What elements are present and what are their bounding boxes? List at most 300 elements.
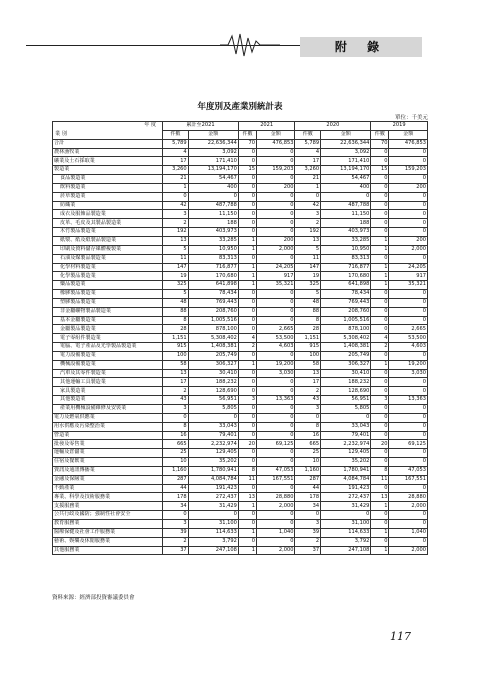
table-row: [53, 396, 428, 405]
count-cell: 13: [238, 493, 256, 502]
amount-cell: 56,951: [321, 396, 371, 405]
count-cell: 11: [295, 254, 321, 263]
count-cell: 34: [163, 502, 189, 511]
amount-cell: 3,092: [321, 148, 371, 157]
amount-cell: 19,200: [257, 360, 295, 369]
industry-name-cell: 不動產業: [53, 484, 163, 493]
industry-name-cell: 食品製造業: [53, 175, 163, 184]
industry-name-cell: 電腦、電子產品及光學製品製造業: [53, 343, 163, 352]
amount-cell: 33,285: [188, 236, 238, 245]
count-cell: 1: [371, 502, 389, 511]
table-row: [53, 139, 428, 148]
count-cell: 2: [371, 343, 389, 352]
table-row: [53, 484, 428, 493]
count-cell: 0: [238, 511, 256, 520]
amount-cell: 0: [389, 148, 428, 157]
count-cell: 1: [295, 183, 321, 192]
count-cell: 43: [295, 396, 321, 405]
count-cell: 0: [371, 458, 389, 467]
table-row: [53, 298, 428, 307]
table-row: [53, 360, 428, 369]
count-cell: 0: [238, 458, 256, 467]
amount-cell: 917: [389, 272, 428, 281]
count-cell: 0: [163, 192, 189, 201]
count-cell: 17: [295, 157, 321, 166]
count-cell: 4: [371, 334, 389, 343]
count-cell: 665: [295, 440, 321, 449]
count-cell: 15: [371, 166, 389, 175]
amount-cell: 0: [389, 387, 428, 396]
amount-cell: 79,401: [321, 431, 371, 440]
count-cell: 178: [295, 493, 321, 502]
industry-name-cell: 金融及保險業: [53, 475, 163, 484]
table-row: [53, 281, 428, 290]
count-cell: 1: [238, 245, 256, 254]
amount-cell: 1,780,941: [321, 466, 371, 475]
count-cell: 10: [163, 458, 189, 467]
amount-header: 金額: [321, 130, 371, 139]
count-cell: 0: [371, 201, 389, 210]
amount-cell: 0: [257, 290, 295, 299]
amount-cell: 0: [257, 484, 295, 493]
table-row: [53, 422, 428, 431]
amount-cell: 0: [389, 378, 428, 387]
amount-cell: 31,100: [188, 519, 238, 528]
amount-cell: 3,030: [389, 369, 428, 378]
amount-cell: 200: [389, 236, 428, 245]
count-cell: 0: [371, 175, 389, 184]
industry-name-cell: 公共行政及國防；強制性社會安全: [53, 511, 163, 520]
amount-cell: 0: [257, 413, 295, 422]
amount-cell: 0: [389, 431, 428, 440]
table-row: [53, 528, 428, 537]
amount-cell: 2,232,974: [188, 440, 238, 449]
count-cell: 287: [163, 475, 189, 484]
amount-cell: 167,551: [257, 475, 295, 484]
industry-name-cell: 橡膠製品製造業: [53, 290, 163, 299]
amount-cell: 0: [257, 210, 295, 219]
amount-cell: 191,423: [188, 484, 238, 493]
count-cell: 0: [238, 254, 256, 263]
industry-name-cell: 汽車及其零件製造業: [53, 369, 163, 378]
amount-cell: 83,313: [188, 254, 238, 263]
table-row: [53, 316, 428, 325]
amount-cell: 31,429: [321, 502, 371, 511]
count-cell: 0: [163, 413, 189, 422]
table-row: [53, 272, 428, 281]
amount-cell: 878,100: [321, 325, 371, 334]
amount-cell: 114,633: [188, 528, 238, 537]
industry-header-label: 業 別: [55, 131, 67, 138]
count-cell: 11: [238, 475, 256, 484]
amount-cell: 0: [389, 316, 428, 325]
amount-cell: 917: [257, 272, 295, 281]
count-cell: 3: [295, 519, 321, 528]
table-row: [53, 219, 428, 228]
amount-cell: 13,194,170: [188, 166, 238, 175]
amount-cell: 0: [257, 449, 295, 458]
table-row: [53, 334, 428, 343]
amount-cell: 0: [389, 219, 428, 228]
amount-cell: 78,434: [321, 290, 371, 299]
amount-cell: 0: [389, 175, 428, 184]
count-cell: 0: [371, 511, 389, 520]
industry-name-cell: 產業用機械設備維修及安裝業: [53, 405, 163, 414]
count-cell: 13: [371, 493, 389, 502]
table-row: [53, 201, 428, 210]
table-row: [53, 431, 428, 440]
amount-cell: 0: [257, 254, 295, 263]
amount-cell: 188,232: [321, 378, 371, 387]
amount-cell: 0: [257, 192, 295, 201]
count-cell: 1: [371, 245, 389, 254]
count-cell: 42: [295, 201, 321, 210]
table-row: [53, 458, 428, 467]
count-cell: 0: [371, 369, 389, 378]
amount-cell: 272,437: [321, 493, 371, 502]
amount-cell: 30,410: [188, 369, 238, 378]
count-header: 件數: [238, 130, 256, 139]
count-cell: 5: [295, 290, 321, 299]
amount-cell: 2,000: [389, 245, 428, 254]
count-cell: 0: [238, 201, 256, 210]
amount-cell: 0: [389, 519, 428, 528]
count-cell: 287: [295, 475, 321, 484]
amount-cell: 0: [257, 511, 295, 520]
count-cell: 1: [238, 281, 256, 290]
count-cell: 3,260: [163, 166, 189, 175]
count-cell: 0: [371, 325, 389, 334]
count-cell: 13: [295, 369, 321, 378]
industry-name-cell: 教育服務業: [53, 519, 163, 528]
pulse-wave-icon: [220, 32, 280, 58]
amount-cell: 769,443: [188, 298, 238, 307]
amount-cell: 0: [257, 422, 295, 431]
statistics-table: [52, 121, 428, 555]
count-cell: 19: [163, 272, 189, 281]
count-cell: 100: [163, 351, 189, 360]
count-cell: 0: [371, 537, 389, 546]
amount-cell: 0: [389, 254, 428, 263]
amount-cell: 47,053: [389, 466, 428, 475]
count-cell: 2: [163, 387, 189, 396]
count-cell: 8: [163, 422, 189, 431]
amount-cell: 0: [389, 157, 428, 166]
industry-name-cell: 電力及燃氣供應業: [53, 413, 163, 422]
count-cell: 13: [163, 369, 189, 378]
table-row: [53, 325, 428, 334]
amount-cell: 10,950: [188, 245, 238, 254]
table-row: [53, 466, 428, 475]
amount-cell: 476,853: [389, 139, 428, 148]
table-row: [53, 511, 428, 520]
count-cell: 5: [163, 245, 189, 254]
amount-cell: 0: [389, 201, 428, 210]
amount-cell: 188: [188, 219, 238, 228]
count-cell: 37: [163, 546, 189, 555]
count-cell: 58: [163, 360, 189, 369]
amount-cell: 0: [257, 351, 295, 360]
industry-name-cell: 批發及零售業: [53, 440, 163, 449]
count-cell: 1: [371, 263, 389, 272]
table-row: [53, 157, 428, 166]
amount-cell: 2,665: [389, 325, 428, 334]
amount-cell: 0: [257, 405, 295, 414]
amount-cell: 200: [389, 183, 428, 192]
amount-cell: 400: [321, 183, 371, 192]
industry-name-cell: 礦業及土石採取業: [53, 157, 163, 166]
count-cell: 2: [295, 219, 321, 228]
count-cell: 0: [238, 484, 256, 493]
amount-cell: 79,401: [188, 431, 238, 440]
count-cell: 0: [371, 183, 389, 192]
amount-cell: 3,092: [188, 148, 238, 157]
amount-cell: 0: [257, 175, 295, 184]
amount-cell: 0: [188, 511, 238, 520]
count-cell: 0: [371, 298, 389, 307]
amount-cell: 878,100: [188, 325, 238, 334]
amount-cell: 0: [257, 519, 295, 528]
count-cell: 17: [163, 157, 189, 166]
table-row: [53, 148, 428, 157]
count-cell: 0: [371, 449, 389, 458]
table-row: [53, 343, 428, 352]
amount-cell: 1,408,381: [321, 343, 371, 352]
industry-name-cell: 合計: [53, 139, 163, 148]
count-cell: 0: [238, 369, 256, 378]
amount-header: 金額: [389, 130, 428, 139]
table-row: [53, 263, 428, 272]
count-cell: 2: [163, 537, 189, 546]
amount-cell: 3,030: [257, 369, 295, 378]
count-cell: 8: [371, 466, 389, 475]
amount-cell: 0: [389, 210, 428, 219]
count-cell: 3: [238, 396, 256, 405]
count-cell: 11: [163, 254, 189, 263]
amount-cell: 33,043: [188, 422, 238, 431]
amount-cell: 11,150: [188, 210, 238, 219]
amount-cell: 0: [257, 157, 295, 166]
count-cell: 1,160: [295, 466, 321, 475]
amount-cell: 53,500: [257, 334, 295, 343]
amount-cell: 35,321: [389, 281, 428, 290]
amount-cell: 129,405: [321, 449, 371, 458]
amount-cell: 188: [321, 219, 371, 228]
amount-cell: 56,951: [188, 396, 238, 405]
amount-cell: 0: [389, 449, 428, 458]
table-row: [53, 475, 428, 484]
count-cell: 1: [163, 183, 189, 192]
amount-cell: 33,285: [321, 236, 371, 245]
table-row: [53, 440, 428, 449]
amount-cell: 47,053: [257, 466, 295, 475]
amount-cell: 35,321: [257, 281, 295, 290]
amount-cell: 0: [257, 537, 295, 546]
amount-cell: 0: [188, 413, 238, 422]
count-cell: 0: [238, 157, 256, 166]
industry-name-cell: 化學製品製造業: [53, 272, 163, 281]
count-cell: 0: [238, 298, 256, 307]
count-cell: 915: [163, 343, 189, 352]
count-cell: 2: [295, 387, 321, 396]
amount-cell: 487,788: [188, 201, 238, 210]
industry-name-cell: 非金屬礦物製品製造業: [53, 307, 163, 316]
amount-cell: 171,410: [188, 157, 238, 166]
table-row: [53, 502, 428, 511]
industry-name-cell: 住宿及餐飲業: [53, 458, 163, 467]
count-cell: 3: [371, 396, 389, 405]
count-cell: 19: [295, 272, 321, 281]
count-cell: 178: [163, 493, 189, 502]
amount-cell: 0: [257, 228, 295, 237]
industry-name-cell: 支援服務業: [53, 502, 163, 511]
count-cell: 25: [163, 449, 189, 458]
count-cell: 192: [295, 228, 321, 237]
period-header: 累計至2021: [163, 122, 239, 131]
count-cell: 0: [238, 413, 256, 422]
count-cell: 48: [163, 298, 189, 307]
amount-cell: 128,690: [321, 387, 371, 396]
amount-cell: 0: [257, 307, 295, 316]
amount-cell: 247,108: [321, 546, 371, 555]
amount-cell: 0: [389, 228, 428, 237]
amount-cell: 0: [257, 201, 295, 210]
amount-cell: 0: [257, 378, 295, 387]
amount-cell: 2,000: [389, 502, 428, 511]
amount-cell: 4,084,784: [321, 475, 371, 484]
amount-cell: 128,690: [188, 387, 238, 396]
amount-cell: 167,551: [389, 475, 428, 484]
amount-cell: 188,232: [188, 378, 238, 387]
count-cell: 39: [163, 528, 189, 537]
amount-cell: 170,680: [188, 272, 238, 281]
amount-cell: 487,788: [321, 201, 371, 210]
count-cell: 1: [238, 360, 256, 369]
count-cell: 21: [163, 175, 189, 184]
count-cell: 0: [371, 519, 389, 528]
table-row: [53, 166, 428, 175]
amount-cell: 31,429: [188, 502, 238, 511]
count-cell: 28: [163, 325, 189, 334]
amount-cell: 114,633: [321, 528, 371, 537]
amount-cell: 641,898: [188, 281, 238, 290]
industry-name-cell: 電力設備製造業: [53, 351, 163, 360]
amount-cell: 403,973: [188, 228, 238, 237]
amount-cell: 5,308,402: [321, 334, 371, 343]
industry-name-cell: 藥品製造業: [53, 281, 163, 290]
count-cell: 1: [371, 546, 389, 555]
count-cell: 5,789: [295, 139, 321, 148]
count-cell: 8: [238, 466, 256, 475]
period-header: 2021: [238, 122, 295, 131]
table-row: [53, 254, 428, 263]
amount-cell: 0: [389, 290, 428, 299]
amount-cell: 4,603: [389, 343, 428, 352]
table-row: [53, 405, 428, 414]
count-cell: 1,151: [295, 334, 321, 343]
industry-name-cell: 家具製造業: [53, 387, 163, 396]
count-cell: 0: [371, 254, 389, 263]
amount-cell: 306,327: [188, 360, 238, 369]
amount-cell: 0: [389, 405, 428, 414]
count-cell: 0: [238, 449, 256, 458]
count-header: 件數: [163, 130, 189, 139]
industry-name-cell: 基本金屬製造業: [53, 316, 163, 325]
count-cell: 5: [295, 245, 321, 254]
count-cell: 20: [371, 440, 389, 449]
count-cell: 0: [238, 307, 256, 316]
industry-name-cell: 運輸及倉儲業: [53, 449, 163, 458]
count-cell: 43: [163, 396, 189, 405]
amount-cell: 0: [321, 413, 371, 422]
amount-cell: 1,408,381: [188, 343, 238, 352]
count-cell: 4: [238, 334, 256, 343]
count-cell: 37: [295, 546, 321, 555]
count-cell: 1: [238, 546, 256, 555]
amount-cell: 0: [389, 422, 428, 431]
industry-name-cell: 醫療保健及社會工作服務業: [53, 528, 163, 537]
period-header: 2020: [295, 122, 371, 131]
count-header: 件數: [371, 130, 389, 139]
amount-cell: 0: [389, 484, 428, 493]
count-cell: 4: [163, 148, 189, 157]
table-row: [53, 387, 428, 396]
amount-cell: 0: [389, 413, 428, 422]
count-cell: 28: [295, 325, 321, 334]
count-cell: 1: [238, 528, 256, 537]
industry-name-cell: 資訊及通訊傳播業: [53, 466, 163, 475]
amount-cell: 33,043: [321, 422, 371, 431]
count-cell: 665: [163, 440, 189, 449]
count-cell: 0: [371, 431, 389, 440]
amount-cell: 0: [257, 148, 295, 157]
amount-cell: 716,877: [188, 263, 238, 272]
count-cell: 0: [238, 387, 256, 396]
amount-cell: 1,780,941: [188, 466, 238, 475]
amount-cell: 13,363: [257, 396, 295, 405]
amount-cell: 2,000: [257, 245, 295, 254]
count-cell: 0: [238, 316, 256, 325]
amount-cell: 3,792: [321, 537, 371, 546]
industry-name-cell: 木竹製品製造業: [53, 228, 163, 237]
count-cell: 11: [371, 475, 389, 484]
table-row: [53, 183, 428, 192]
amount-cell: 306,327: [321, 360, 371, 369]
amount-cell: 69,125: [257, 440, 295, 449]
count-cell: 2: [238, 343, 256, 352]
count-cell: 21: [295, 175, 321, 184]
count-cell: 0: [371, 157, 389, 166]
amount-cell: 24,205: [257, 263, 295, 272]
amount-cell: 159,203: [257, 166, 295, 175]
amount-cell: 22,636,344: [188, 139, 238, 148]
count-cell: 20: [238, 440, 256, 449]
amount-cell: 5,805: [321, 405, 371, 414]
amount-cell: 19,200: [389, 360, 428, 369]
amount-cell: 205,749: [321, 351, 371, 360]
amount-cell: 159,203: [389, 166, 428, 175]
count-cell: 0: [371, 387, 389, 396]
industry-name-cell: 菸草製造業: [53, 192, 163, 201]
count-cell: 1: [371, 236, 389, 245]
unit-label: 單位：千美元: [394, 115, 428, 121]
count-cell: 0: [371, 422, 389, 431]
industry-name-cell: 藝術、娛樂及休閒服務業: [53, 537, 163, 546]
industry-name-cell: 電子零組件製造業: [53, 334, 163, 343]
count-cell: 13: [163, 236, 189, 245]
industry-name-cell: 其他運輸工具製造業: [53, 378, 163, 387]
industry-name-cell: 紙漿、紙及紙製品製造業: [53, 236, 163, 245]
